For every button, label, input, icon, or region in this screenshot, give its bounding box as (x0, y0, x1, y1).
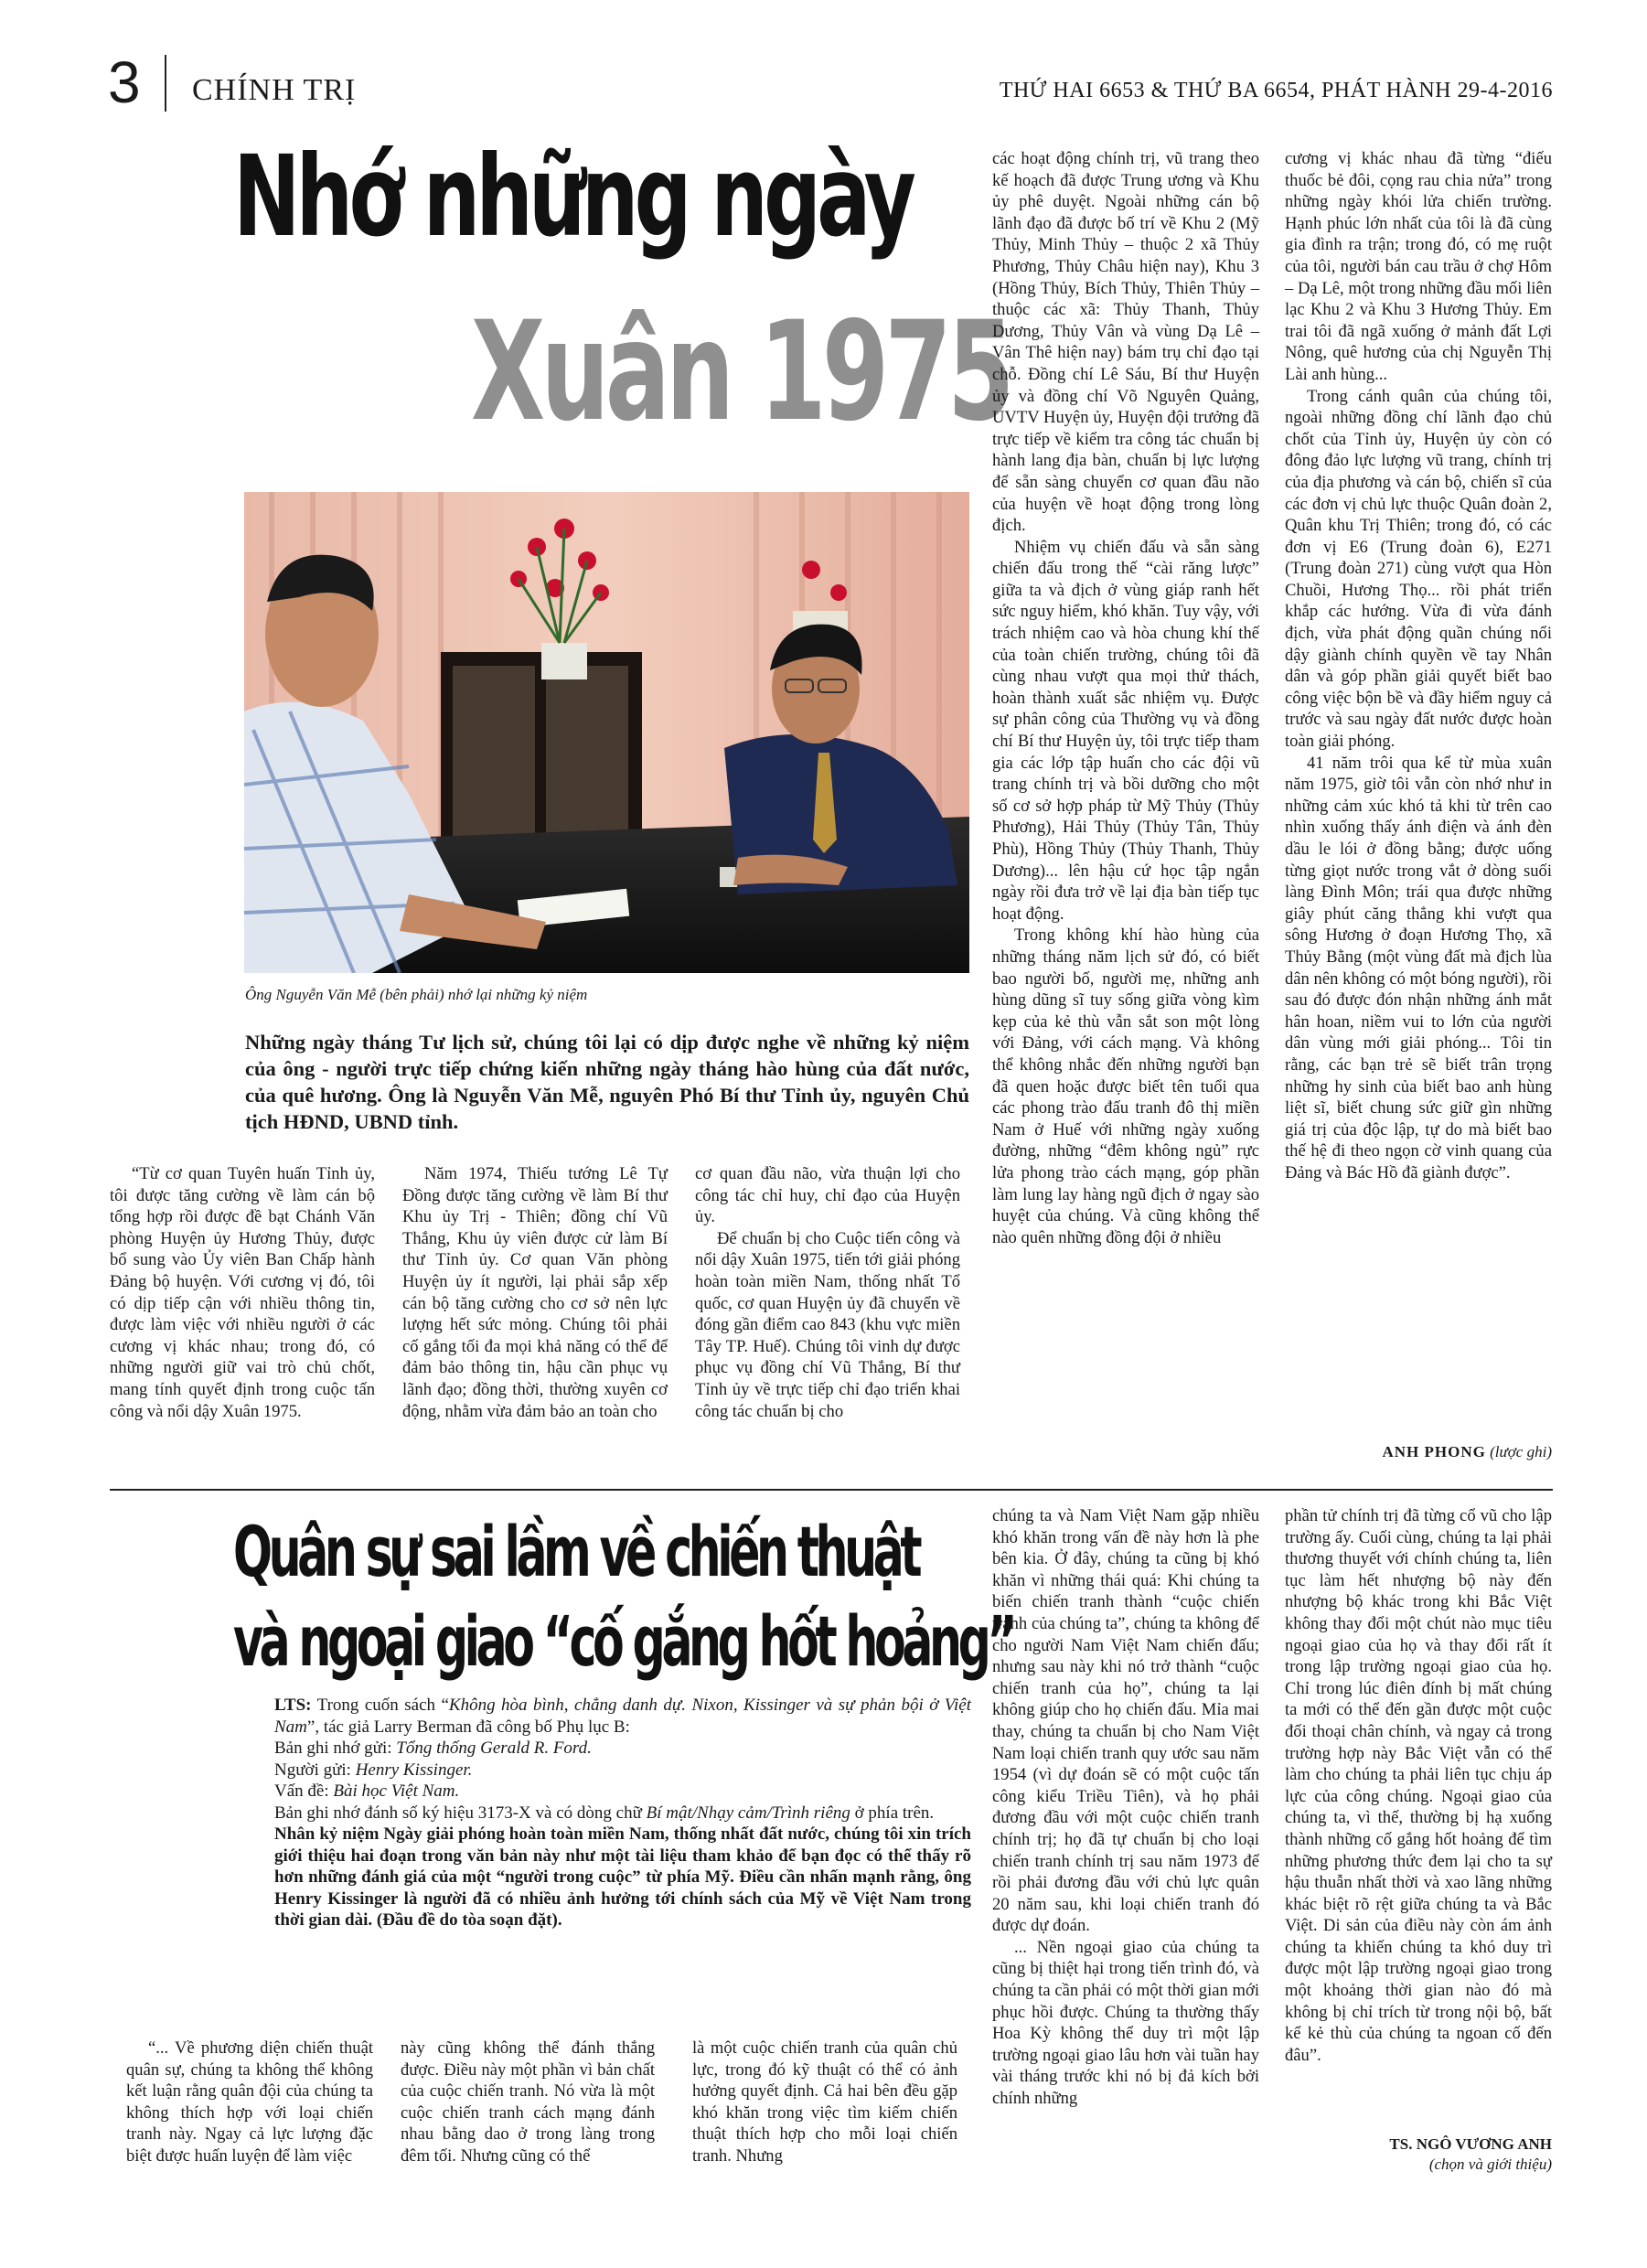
article2-column-5 (1285, 1505, 1552, 2066)
issue-line: THỨ HAI 6653 & THỨ BA 6654, PHÁT HÀNH 29-4-2016 (999, 79, 1553, 102)
author-note: (lược ghi) (1490, 1443, 1552, 1460)
lts-intro-pre: Trong cuốn sách “ (316, 1696, 449, 1715)
paragraph: chúng ta và Nam Việt Nam gặp nhiều khó khăn trong vấn đề này hơn là phe bên kia. Ở đây, chúng ta cũng bị khó khăn vì những thái quá: Khi chúng ta biến chiến tranh thành “cuộc chiến tranh của chúng ta”, chúng ta không để cho người Nam Việt Nam chiến đấu; nhưng sau này khi nó trở thành “cuộc chiến tranh của họ”, chúng ta lại không giúp cho họ chiến đấu. Mỉa mai thay, chúng ta chuẩn bị cho Nam Việt Nam loại chiến tranh quy ước sau năm 1954 (vì dự đoán sẽ có một cuộc tấn công kiểu Triều Tiên), và họ phải đương đầu với một cuộc chiến tranh chính trị; họ đã tự chuẩn bị cho loại chiến tranh chính trị sau năm 1973 để rồi phải đương đầu với chủ lực quân 20 năm sau, khi loại chiến tranh đó được dự đoán. (992, 1506, 1259, 1936)
memo-from-label: Người gửi: (274, 1760, 356, 1780)
article2-column-4 (992, 1505, 1259, 2110)
paragraph: cơ quan đầu não, vừa thuận lợi cho công tác chỉ huy, chỉ đạo của Huyện ủy. (695, 1164, 960, 1227)
article2-title-line2: và ngoại giao “cố gắng hốt hoảng” (233, 1600, 1014, 1682)
paragraph: là một cuộc chiến tranh của quân chủ lực, trong đó kỹ thuật có thể có ảnh hưởng quyết định. Cả hai bên đều gặp khó khăn trong việc tìm kiếm chiến thuật thích hợp cho mỗi loại chiến tranh. Nhưng (692, 2038, 957, 2166)
memo-subject: Bài học Việt Nam. (333, 1781, 460, 1801)
article1-column-4 (992, 148, 1259, 1248)
article1-title-line1: Nhớ những ngày (233, 132, 913, 262)
article2-column-2 (401, 2038, 655, 2167)
article1-lead: Những ngày tháng Tư lịch sử, chúng tôi lại có dịp được nghe về những kỷ niệm của ông - người trực tiếp chứng kiến những ngày tháng hào hùng của đất nước, của quê hương. Ông là Nguyễn Văn Mễ, nguyên Phó Bí thư Tỉnh ủy, nguyên Chủ tịch HĐND, UBND tỉnh. (245, 1031, 969, 1133)
page-number: 3 (108, 49, 141, 115)
article1-column-2 (402, 1163, 668, 1422)
paragraph: các hoạt động chính trị, vũ trang theo kế hoạch đã được Trung ương và Khu ủy phê duyệt. Ngoài những cán bộ lãnh đạo đã được bố trí về Khu 2 (Mỹ Thủy, Minh Thủy – thuộc 2 xã Thủy Phương, Thủy Châu hiện nay), Khu 3 (Hồng Thủy, Bích Thủy, Thiên Thủy – thuộc các xã: Thủy Thanh, Thủy Dương, Thủy Vân và vùng Dạ Lê – Vân Thê hiện nay) bám trụ chỉ đạo tại chỗ. Đồng chí Lê Sáu, Bí thư Huyện ủy và đồng chí Võ Nguyên Quảng, UVTV Huyện ủy, Huyện đội trưởng đã trực tiếp về kiểm tra công tác chuẩn bị hành lang địa bàn, chuẩn bị lực lượng để sẵn sàng chuyển cơ quan đầu não của huyện về hoạt động trong lòng địch. (992, 149, 1259, 536)
book-title: Không hòa bình, chẳng danh dự. Nixon, Kissinger và sự phản bội ở Việt Nam (274, 1696, 971, 1737)
memo-mark-pre: Bản ghi nhớ đánh số ký hiệu 3173-X và có dòng chữ (274, 1803, 647, 1823)
memo-to-label: Bản ghi nhớ gửi: (274, 1738, 397, 1758)
paragraph: phần tử chính trị đã từng cổ vũ cho lập trường ấy. Cuối cùng, chúng ta lại phải thương thuyết với chính chúng ta, liên tục làm hết nhượng bộ này đến nhượng bộ khác trong khi Bắc Việt không thay đổi một chút nào mục tiêu ngoại giao của họ và thay đổi rất ít trong lập trường ngoại giao của họ. Chỉ trong lúc điên đính bị mất chúng ta mới có thể đến gần được một cuộc đối thoại chân chính, và ngay cả trong trường hợp này Bắc Việt vẫn có thể làm cho chúng ta phải liên tục chịu áp lực của công chúng. Ngoại giao của chúng ta, vì thế, thường bị hạ xuống thành những cố gắng hốt hoảng để tìm những phương thức đem lại cho ta sự hậu thuẫn nhất thời và xao lãng những khác biệt rõ rệt giữa chúng ta và Bắc Việt. Di sản của điều này còn ám ảnh chúng ta khiến chúng ta khó duy trì được một lập trường ngoại giao trong một khoảng thời gian nào đó mà không bị chỉ trích từ trong nội bộ, bất kể kẻ thù của chúng ta ngoan cố đến đâu”. (1285, 1506, 1552, 2065)
paragraph: “... Về phương diện chiến thuật quân sự, chúng ta không thể không kết luận rằng quân đội của chúng ta không thích hợp với loại chiến tranh này. Ngay cả lực lượng đặc biệt được huấn luyện để làm việc (126, 2038, 373, 2166)
lts-label: LTS: (274, 1696, 312, 1715)
paragraph: Nhiệm vụ chiến đấu và sẵn sàng chiến đấu trong thế “cài răng lược” giữa ta và địch ở vùng giáp ranh hết sức nguy hiểm, khó khăn. Tuy vậy, với trách nhiệm cao và hòa chung khí thế của toàn chiến trường, chúng tôi đã cùng nhau vượt qua mọi thử thách, hoàn thành xuất sắc nhiệm vụ. Được sự phân công của Thường vụ và đồng chí Bí thư Huyện ủy, tôi trực tiếp tham gia các lớp tập huấn cho các đội vũ trang chính trị và bồi dưỡng cho một số cơ sở hợp pháp từ Mỹ Thủy (Thủy Phương), Hải Thủy (Thủy Tân, Thủy Phù), Hồng Thủy (Thủy Thanh, Thủy Dương)... lên hậu cứ học tập ngắn ngày rồi đưa trở về lại địa bàn tiếp tục hoạt động. (992, 537, 1259, 924)
paragraph: ... Nền ngoại giao của chúng ta cũng bị thiệt hại trong tiến trình đó, và chúng ta cần phải có một thời gian mới phục hồi được. Chúng ta thường thấy Hoa Kỳ không thể duy trì một lập trường ngoại giao lâu hơn vài tuần hay vài tháng trước khi nó bị đả kích bởi chính những (992, 1937, 1259, 2109)
lts-intro-post: ”, tác giả Larry Berman đã công bố Phụ lục B: (306, 1717, 630, 1737)
paragraph: 41 năm trôi qua kể từ mùa xuân năm 1975, giờ tôi vẫn còn nhớ như in những cảm xúc khó tả khi từ trên cao nhìn xuống thấy ánh điện và ánh đèn dầu le lói ở đồng bằng; được uống từng giọt nước trong vắt ở dòng suối làng Đình Môn; trái qua được những giây phút căng thẳng khi vượt qua sông Hương ở đoạn Hương Thọ, xã Thủy Bằng (một vùng đất mà địch lùa dân nên không có một bóng người), rồi sau đó được đón nhận những ánh mắt hân hoan, niềm vui to lớn của người dân vùng mới giải phóng... Tôi tin rằng, các bạn trẻ sẽ biết trân trọng những hy sinh của biết bao anh hùng liệt sĩ, biết chung sức giữ gìn những giá trị của độc lập, tự do mà biết bao thế hệ đi theo ngọn cờ vinh quang của Đảng và Bác Hồ đã giành được”. (1285, 753, 1552, 1182)
paragraph: Để chuẩn bị cho Cuộc tiến công và nổi dậy Xuân 1975, tiến tới giải phóng hoàn toàn miền Nam, thống nhất Tổ quốc, cơ quan Huyện ủy đã chuyển về đóng gần điểm cao 843 (khu vực miền Tây TP. Huế). Chúng tôi vinh dự được phục vụ đồng chí Vũ Thắng, Bí thư Tỉnh ủy về trực tiếp chỉ đạo triển khai công tác chuẩn bị cho (695, 1228, 960, 1421)
article1-photo (244, 492, 969, 973)
article2-signature (1285, 2134, 1552, 2175)
article2-title (233, 1507, 1013, 1686)
article1-column-5 (1285, 148, 1552, 1184)
lts-body: Nhân kỷ niệm Ngày giải phóng hoàn toàn miền Nam, thống nhất đất nước, chúng tôi xin trích giới thiệu hai đoạn trong văn bản này như một tài liệu tham khảo để bạn đọc có thể thấy rõ hơn những đánh giá của một “người trong cuộc” từ phía Mỹ. Điều cần nhấn mạnh rằng, ông Henry Kissinger là người đã có nhiều ảnh hưởng tới chính sách của Mỹ về Việt Nam trong thời gian dài. (Đầu đề do tòa soạn đặt). (274, 1824, 971, 1930)
paragraph: Trong cánh quân của chúng tôi, ngoài những đồng chí lãnh đạo chủ chốt của Tỉnh ủy, Huyện ủy còn có đông đảo lực lượng vũ trang, chính trị của địa phương và cán bộ, chiến sĩ của các đơn vị chủ lực thuộc Quân đoàn 2, Quân khu Trị Thiên; trong đó, có các đơn vị E6 (Trung đoàn 6), E271 (Trung đoàn 271) cùng vượt qua Hòn Chuồi, Hương Thọ... rồi phát triển khắp các hướng. Vừa đi vừa đánh địch, vừa phát động quần chúng nổi dậy giành chính quyền về tay Nhân dân và góp phần giải quyết biết bao công việc bộn bề và đầy hiểm nguy cả trước và sau ngày đất nước được hoàn toàn giải phóng. (1285, 386, 1552, 752)
paragraph: “Từ cơ quan Tuyên huấn Tỉnh ủy, tôi được tăng cường về làm cán bộ tổng hợp rồi được đề bạt Chánh Văn phòng Huyện ủy Hương Thủy, được bổ sung vào Ủy viên Ban Chấp hành Đảng bộ huyện. Với cương vị đó, tôi có dịp tiếp cận với nhiều thông tin, được làm việc với nhiều người ở các cương vị khác nhau; trong đó, có những người giữ vai trò chủ chốt, mang tính quyết định trong cuộc tấn công và nổi dậy Xuân 1975. (110, 1164, 375, 1421)
section-title: CHÍNH TRỊ (192, 73, 357, 107)
photo-caption: Ông Nguyễn Văn Mễ (bên phải) nhớ lại những kỷ niệm (245, 986, 588, 1003)
memo-mark: Bí mật/Nhạy cảm/Trình riêng (646, 1803, 850, 1823)
memo-subject-label: Vấn đề: (274, 1781, 334, 1801)
memo-to: Tổng thống Gerald R. Ford. (396, 1738, 592, 1758)
article1-column-1 (110, 1163, 375, 1422)
header-divider (165, 55, 166, 112)
author-note: (chọn và giới thiệu) (1428, 2156, 1552, 2173)
paragraph: Năm 1974, Thiếu tướng Lê Tự Đồng được tăng cường về làm Bí thư Khu ủy Trị - Thiên; đồng chí Vũ Thắng, Khu ủy viên được cử làm Bí thư Tỉnh ủy. Cơ quan Văn phòng Huyện ủy ít người, lại phải sắp xếp cán bộ tăng cường cho cơ sở nên lực lượng hết sức mỏng. Chúng tôi phải cố gắng tối đa mọi khả năng có thể để đảm bảo thông tin, hậu cần phục vụ lãnh đạo; đồng thời, thường xuyên cơ động, nhằm vừa đảm bảo an toàn cho (402, 1164, 668, 1421)
article1-column-3 (695, 1163, 960, 1422)
article2-column-1 (126, 2038, 373, 2167)
article2-column-3 (692, 2038, 957, 2167)
article1-signature (1285, 1443, 1552, 1461)
interview-illustration (244, 492, 969, 973)
author-name: ANH PHONG (1382, 1443, 1486, 1460)
article-divider (110, 1489, 1553, 1491)
editor-note (247, 1695, 971, 1931)
author-name: TS. NGÔ VƯƠNG ANH (1389, 2135, 1552, 2153)
paragraph: cương vị khác nhau đã từng “điếu thuốc bẻ đôi, cọng rau chia nửa” trong những ngày khói lửa chiến trường. Hạnh phúc lớn nhất của tôi là đã cùng gia đình ra trận; trong đó, có mẹ ruột của tôi, người bán cau trầu ở chợ Hôm – Dạ Lê, một trong những đầu mối liên lạc Khu 2 và Khu 3 Hương Thủy. Em trai tôi đã ngã xuống ở mảnh đất Lợi Nông, quê hương của chị Nguyễn Thị Lài anh hùng... (1285, 149, 1552, 384)
paragraph: này cũng không thể đánh thắng được. Điều này một phần vì bản chất của cuộc chiến tranh. Nó vừa là một cuộc chiến tranh cách mạng đánh nhau bằng dao ở trong làng trong đêm tối. Nhưng cũng có thể (401, 2038, 655, 2166)
memo-from: Henry Kissinger. (355, 1760, 473, 1780)
paragraph: Trong không khí hào hùng của những tháng năm lịch sử đó, có biết bao người bố, người mẹ, những anh hùng dũng sĩ tuy sống giữa vòng kìm kẹp của kẻ thù vẫn sắt son một lòng với Đảng, với cách mạng. Và không thể không nhắc đến những người bạn đã quen hoặc được biết tên tuổi qua các phong trào đấu tranh đô thị miền Nam ở Huế với những ngày xuống đường, những “đêm không ngủ” rực lửa phong trào cách mạng, góp phần làm lung lay hàng ngũ địch ở ngay sào huyệt của chúng. Và cũng không thể nào quên những đồng đội ở nhiều (992, 925, 1259, 1247)
article2-title-line1: Quân sự sai lầm về chiến thuật (233, 1511, 919, 1592)
memo-mark-post: ở phía trên. (850, 1803, 935, 1823)
article1-title-line2: Xuân 1975 (471, 293, 1011, 452)
